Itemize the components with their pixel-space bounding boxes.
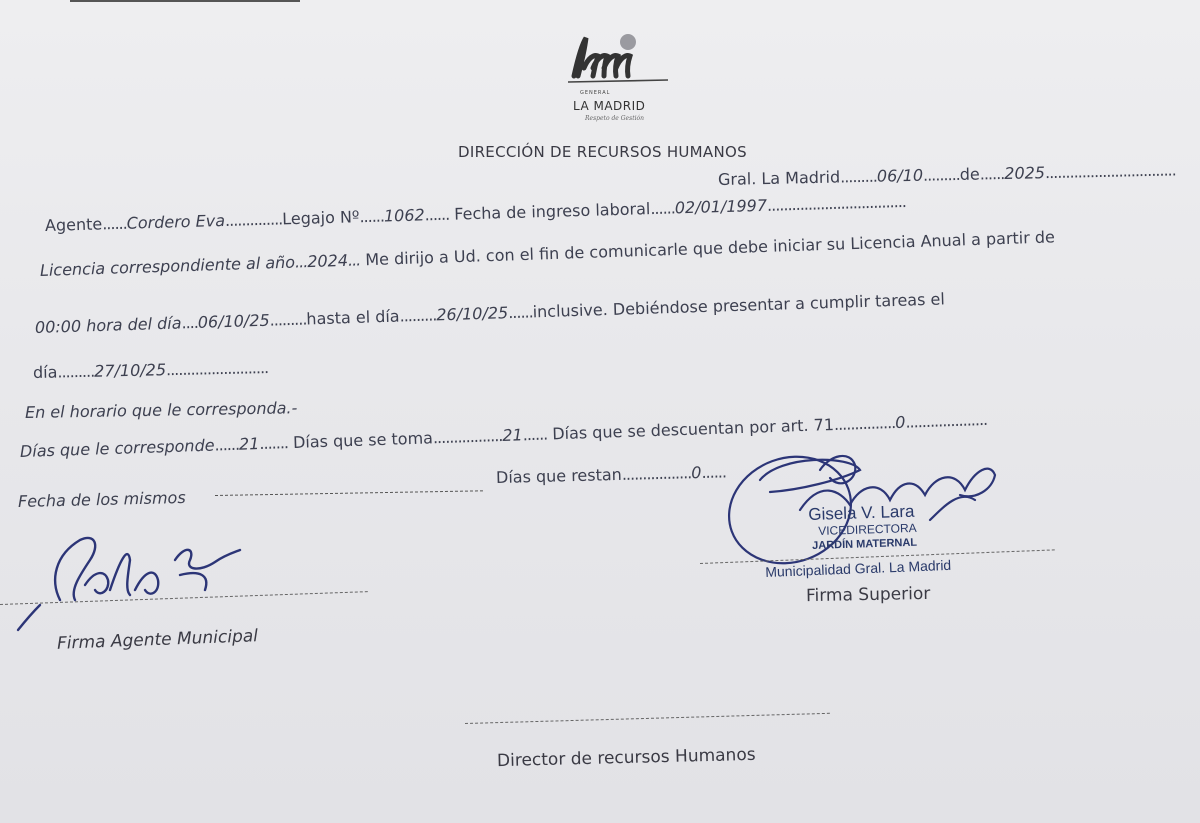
logo-name: LA MADRID (573, 99, 646, 113)
licencia-text-after: Me dirijo a Ud. con el fin de comunicarle que debe iniciar su Licencia Anual a partir de (364, 227, 1056, 270)
document-title: DIRECCIÓN DE RECURSOS HUMANOS (458, 143, 747, 161)
restan-line: Días que restan.................0...... (495, 462, 727, 487)
director-caption: Director de recursos Humanos (496, 744, 756, 772)
logo-small-text: GENERAL (580, 90, 611, 96)
licencia-line: Licencia correspondiente al año...2024... Me dirijo a Ud. con el fin de comunicarle que debe iniciar su Licencia Anual a partir de (39, 227, 1056, 280)
date-connector: de (959, 164, 980, 184)
stamp-institution: JARDÍN MATERNAL (812, 536, 918, 552)
agent-value: Cordero Eva (126, 210, 226, 233)
agent-signature-icon (18, 538, 240, 630)
agent-label: Agente (44, 214, 103, 235)
licencia-year: 2024 (306, 250, 349, 272)
stamp-name: Gisela V. Lara (808, 501, 915, 524)
date-day-month: 06/10 (876, 165, 924, 186)
descuentan-value: 0 (894, 412, 906, 432)
legajo-value: 1062 (383, 205, 425, 226)
agent-line: Agente......Cordero Eva..............Legajo Nº......1062...... Fecha de ingreso laboral......02/01/1997.................................. (44, 191, 907, 235)
date-year: 2025 (1004, 163, 1046, 184)
period-line: 00:00 hora del día....06/10/25.........hasta el día.........26/10/25......inclusive. Debiéndose presentar a cumplir tareas el (34, 289, 946, 337)
toma-value: 21 (502, 425, 523, 445)
period-end-value: 26/10/25 (436, 303, 509, 325)
corresponde-label: Días que le corresponde (19, 435, 215, 461)
ingreso-value: 02/01/1997 (674, 195, 768, 218)
period-start-value: 06/10/25 (197, 310, 270, 332)
descuentan-label: Días que se descuentan por art. 71 (551, 415, 835, 444)
horario-line: En el horario que le corresponda.- (24, 398, 298, 422)
period-start-label: 00:00 hora del día (34, 313, 182, 337)
stamp-municipality: Municipalidad Gral. La Madrid (765, 556, 952, 580)
fecha-fill-line (215, 490, 483, 496)
toma-label: Días que se toma (292, 428, 434, 452)
days-line: Días que le corresponde......21....... Días que se toma.................21...... Días que se descuentan por art. 71...............0.................... (19, 409, 988, 461)
lm-logo-icon (560, 28, 680, 98)
restan-label: Días que restan (495, 464, 623, 487)
place-label: Gral. La Madrid (717, 167, 841, 189)
stamp-role: VICEDIRECTORA (818, 520, 917, 538)
return-label: día (32, 362, 58, 382)
corresponde-value: 21 (238, 434, 260, 454)
licencia-text-before: Licencia correspondiente al año (39, 252, 296, 280)
return-value: 27/10/25 (93, 360, 167, 381)
return-line: día.........27/10/25......................... (32, 358, 269, 382)
agent-signature-caption: Firma Agente Municipal (56, 626, 259, 654)
agent-signature-line (0, 591, 368, 605)
municipality-logo (560, 28, 680, 128)
top-edge-line (70, 0, 300, 2)
ingreso-label: Fecha de ingreso laboral (453, 199, 651, 224)
restan-value: 0 (691, 462, 702, 483)
fecha-label: Fecha de los mismos (17, 487, 186, 511)
date-line: Gral. La Madrid.........06/10.........de......2025................................ (717, 160, 1176, 189)
superior-signature-caption: Firma Superior (805, 583, 931, 607)
period-end-label: hasta el día (306, 306, 400, 329)
period-tail: inclusive. Debiéndose presentar a cumplir tareas el (532, 289, 946, 322)
director-signature-line (465, 713, 830, 724)
legajo-label: Legajo Nº (281, 207, 360, 229)
logo-tagline: Respeto de Gestión (585, 115, 644, 122)
